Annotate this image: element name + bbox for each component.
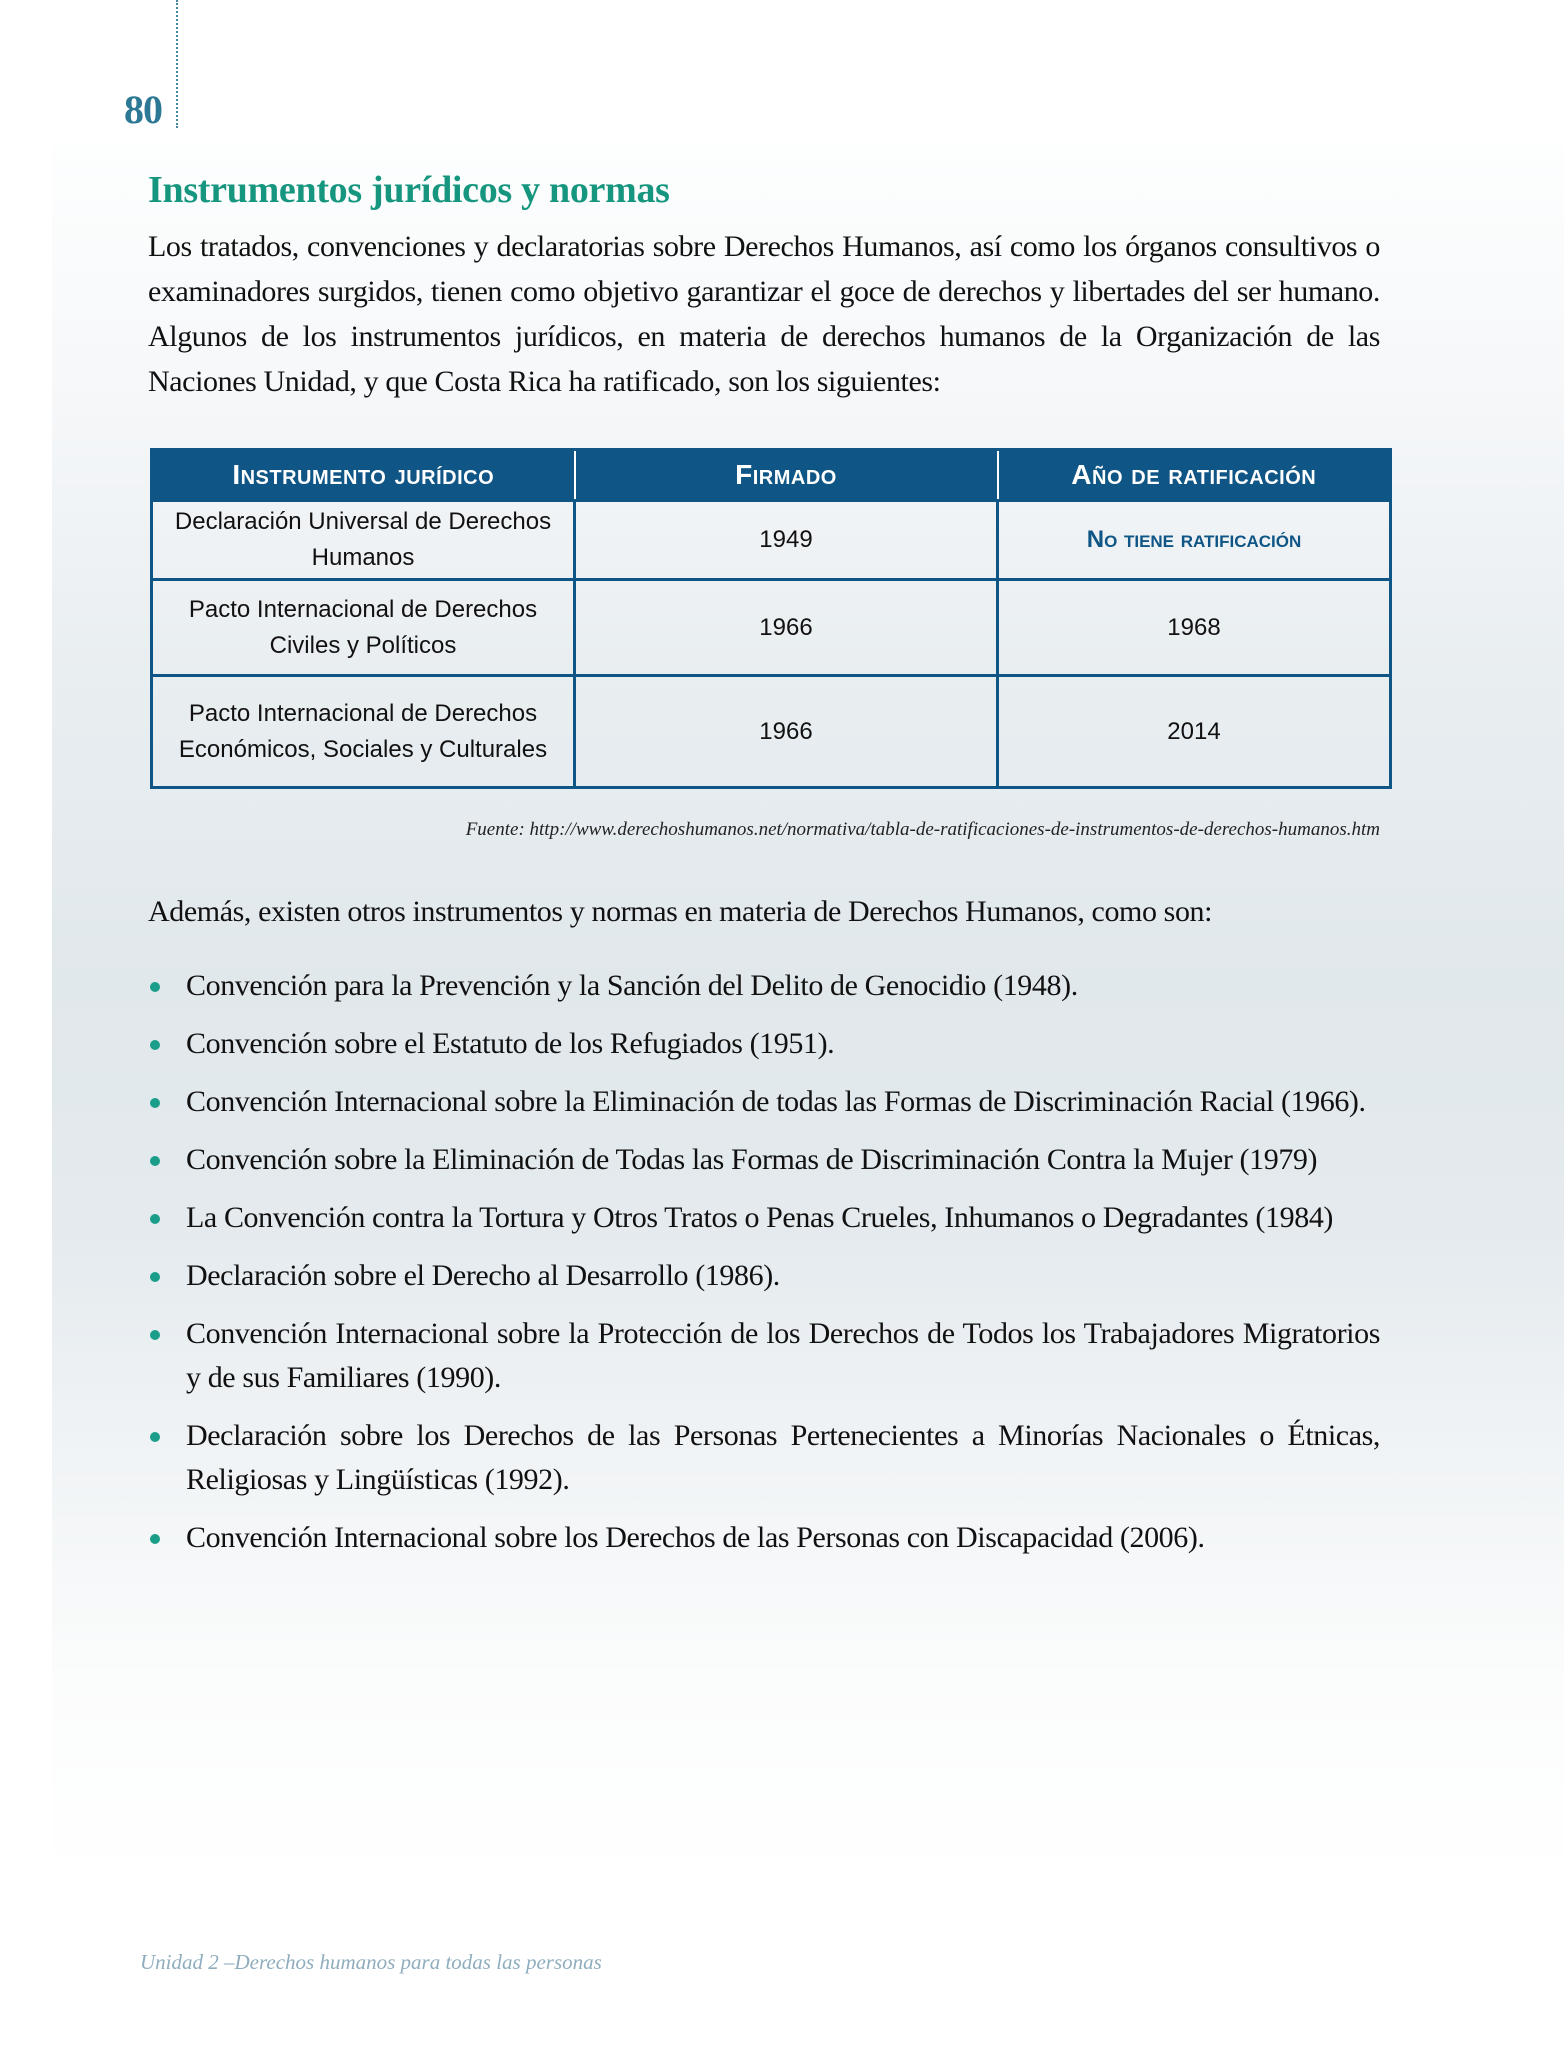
intro-paragraph: Los tratados, convenciones y declaratorias sobre Derechos Humanos, así como los órganos consultivos o examinadores surgidos, tienen como objetivo garantizar el goce de derechos y libertades del ser humano. Algunos de los instrumentos jurídicos, en materia de derechos humanos de la Organización de las Naciones Unidad, y que Costa Rica ha ratificado, son los siguientes:	[148, 230, 1380, 398]
list-item-text: Convención para la Prevención y la Sanción del Delito de Genocidio (1948).	[186, 969, 1078, 1002]
list-item	[148, 1414, 1380, 1502]
list-item	[148, 1022, 1380, 1066]
cell-signed: 1966	[575, 676, 998, 788]
list-item-text: Convención sobre el Estatuto de los Refugiados (1951).	[186, 1027, 835, 1060]
list-item-text: Convención Internacional sobre la Protección de los Derechos de Todos los Trabajadores Migratorios y de sus Familiares (1990).	[186, 1317, 1380, 1394]
list-item-text: Declaración sobre el Derecho al Desarrollo (1986).	[186, 1259, 780, 1292]
instruments-table	[150, 448, 1392, 789]
cell-instrument: Pacto Internacional de Derechos Económicos, Sociales y Culturales	[152, 676, 575, 788]
list-item-text: La Convención contra la Tortura y Otros Tratos o Penas Crueles, Inhumanos o Degradantes (1984)	[186, 1201, 1334, 1234]
table-row	[152, 580, 1391, 676]
list-item	[148, 1080, 1380, 1124]
instruments-table-container	[150, 448, 1392, 789]
bullet-icon	[150, 1534, 160, 1544]
page-number: 80	[124, 87, 162, 132]
cell-ratified	[998, 501, 1391, 580]
list-item	[148, 1138, 1380, 1182]
bullet-icon	[150, 1098, 160, 1108]
cell-signed: 1966	[575, 580, 998, 676]
bullet-icon	[150, 1330, 160, 1340]
section-title: Instrumentos jurídicos y normas	[148, 169, 670, 211]
table-row	[152, 501, 1391, 580]
list-item-text: Convención Internacional sobre la Eliminación de todas las Formas de Discriminación Racial (1966).	[186, 1085, 1366, 1118]
bullet-icon	[150, 982, 160, 992]
page-footer: Unidad 2 –Derechos humanos para todas las personas	[140, 1950, 602, 1974]
table-row	[152, 676, 1391, 788]
header-signed: Firmado	[575, 450, 998, 501]
header-ratification-year: Año de ratificación	[998, 450, 1391, 501]
list-item-text: Convención Internacional sobre los Derechos de las Personas con Discapacidad (2006).	[186, 1521, 1205, 1554]
list-item	[148, 1312, 1380, 1400]
bullet-icon	[150, 1156, 160, 1166]
list-item-text: Declaración sobre los Derechos de las Personas Pertenecientes a Minorías Nacionales o Étnicas, Religiosas y Lingüísticas (1992).	[186, 1419, 1380, 1496]
bullet-icon	[150, 1214, 160, 1224]
other-instruments-list	[148, 964, 1380, 1560]
table-source-note: Fuente: http://www.derechoshumanos.net/normativa/tabla-de-ratificaciones-de-instrumentos-de-derechos-humanos.htm	[465, 819, 1380, 840]
cell-ratified: 2014	[998, 676, 1391, 788]
list-item	[148, 964, 1380, 1008]
cell-signed: 1949	[575, 501, 998, 580]
bullet-icon	[150, 1272, 160, 1282]
page-content	[148, 168, 1380, 1574]
list-item-text: Convención sobre la Eliminación de Todas las Formas de Discriminación Contra la Mujer (1979)	[186, 1143, 1318, 1176]
header-instrument: Instrumento jurídico	[152, 450, 575, 501]
no-ratification-label: No tiene ratificación	[1086, 526, 1302, 553]
list-item	[148, 1516, 1380, 1560]
list-item	[148, 1196, 1380, 1240]
cell-ratified: 1968	[998, 580, 1391, 676]
other-instruments-lead: Además, existen otros instrumentos y normas en materia de Derechos Humanos, como son:	[148, 895, 1213, 928]
table-header-row	[152, 450, 1391, 501]
cell-instrument: Declaración Universal de Derechos Humanos	[152, 501, 575, 580]
bullet-icon	[150, 1040, 160, 1050]
bullet-icon	[150, 1432, 160, 1442]
page-number-rule	[176, 0, 178, 128]
cell-instrument: Pacto Internacional de Derechos Civiles y Políticos	[152, 580, 575, 676]
list-item	[148, 1254, 1380, 1298]
